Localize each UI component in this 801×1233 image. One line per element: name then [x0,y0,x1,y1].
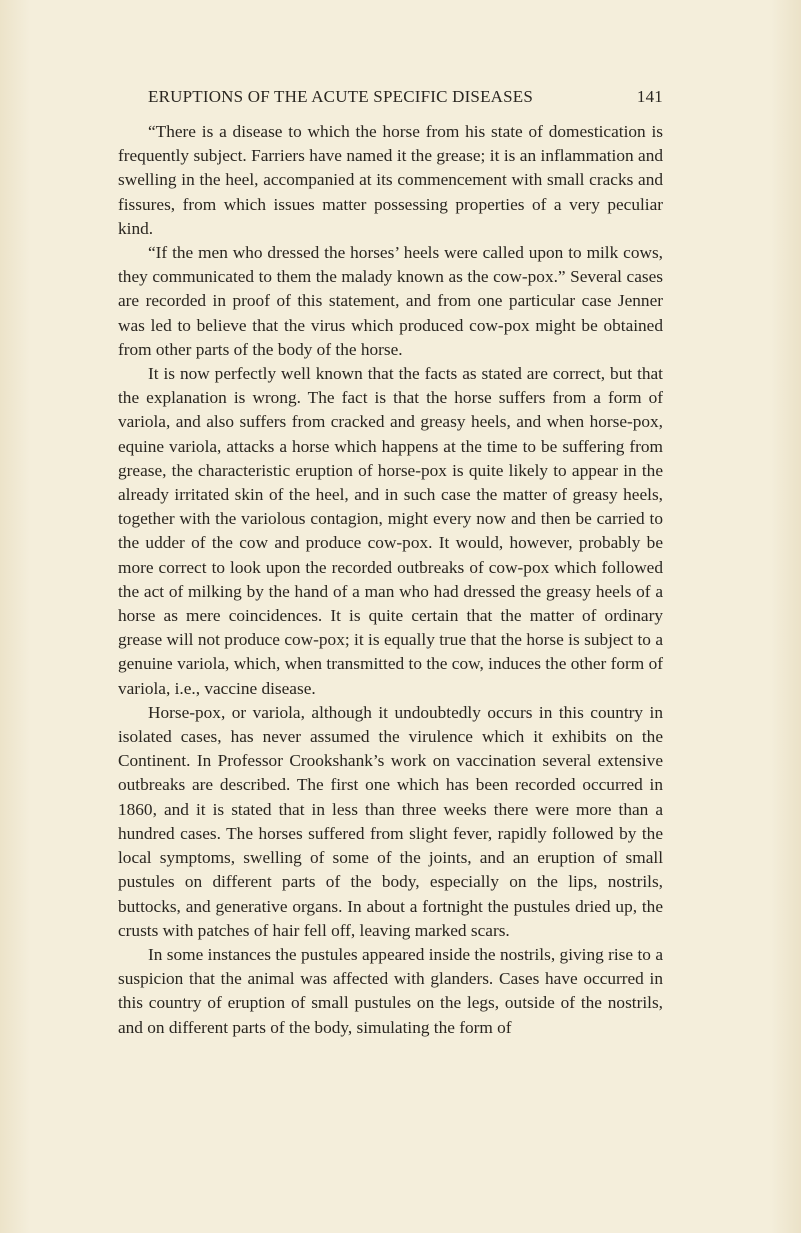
running-title: ERUPTIONS OF THE ACUTE SPECIFIC DISEASES [148,87,534,106]
page-number: 141 [636,87,663,106]
paragraph: “If the men who dressed the horses’ heels were called upon to milk cows, they communicated to them the malady known as the cow-pox.” Several cases are recorded in proof of this statement, and from one particular case Jenner was led to believe that the virus which produced cow-pox might be obtained from other parts of the body of the horse. [118,243,663,359]
body-text [118,120,663,1040]
paragraph: In some instances the pustules appeared inside the nostrils, giving rise to a suspicion that the animal was affected with glanders. Cases have occurred in this country of eruption of small pustules on the legs, outside of the nostrils, and on different parts of the body, simulating the form of [118,944,663,1037]
running-header [118,87,663,111]
paragraph: “There is a disease to which the horse from his state of domestication is frequently subject. Farriers have named it the grease; it is an inflammation and swelling in the heel, accompanied at its commencement with small cracks and fissures, from which issues matter possessing properties of a very peculiar kind. [118,122,663,238]
paragraph: It is now perfectly well known that the facts as stated are correct, but that the explanation is wrong. The fact is that the horse suffers from a form of variola, and also suffers from cracked and greasy heels, and when horse-pox, equine variola, attacks a horse which happens at the time to be suffering from grease, the characteristic eruption of horse-pox is quite likely to appear in the already irritated skin of the heel, and in such case the matter of greasy heels, together with the variolous contagion, might every now and then be carried to the udder of the cow and produce cow-pox. It would, however, probably be more correct to look upon the recorded outbreaks of cow-pox which followed the act of milking by the hand of a man who had dressed the greasy heels of a horse as mere coincidences. It is quite certain that the matter of ordinary grease will not produce cow-pox; it is equally true that the horse is subject to a genuine variola, which, when transmitted to the cow, induces the other form of variola, i.e., vaccine disease. [118,364,663,698]
paragraph: Horse-pox, or variola, although it undoubtedly occurs in this country in isolated cases, has never assumed the virulence which it exhibits on the Continent. In Professor Crookshank’s work on vaccination several extensive outbreaks are described. The first one which has been recorded occurred in 1860, and it is stated that in less than three weeks there were more than a hundred cases. The horses suffered from slight fever, rapidly followed by the local symptoms, swelling of some of the joints, and an eruption of small pustules on different parts of the body, especially on the lips, nostrils, buttocks, and generative organs. In about a fortnight the pustules dried up, the crusts with patches of hair fell off, leaving marked scars. [118,702,663,940]
